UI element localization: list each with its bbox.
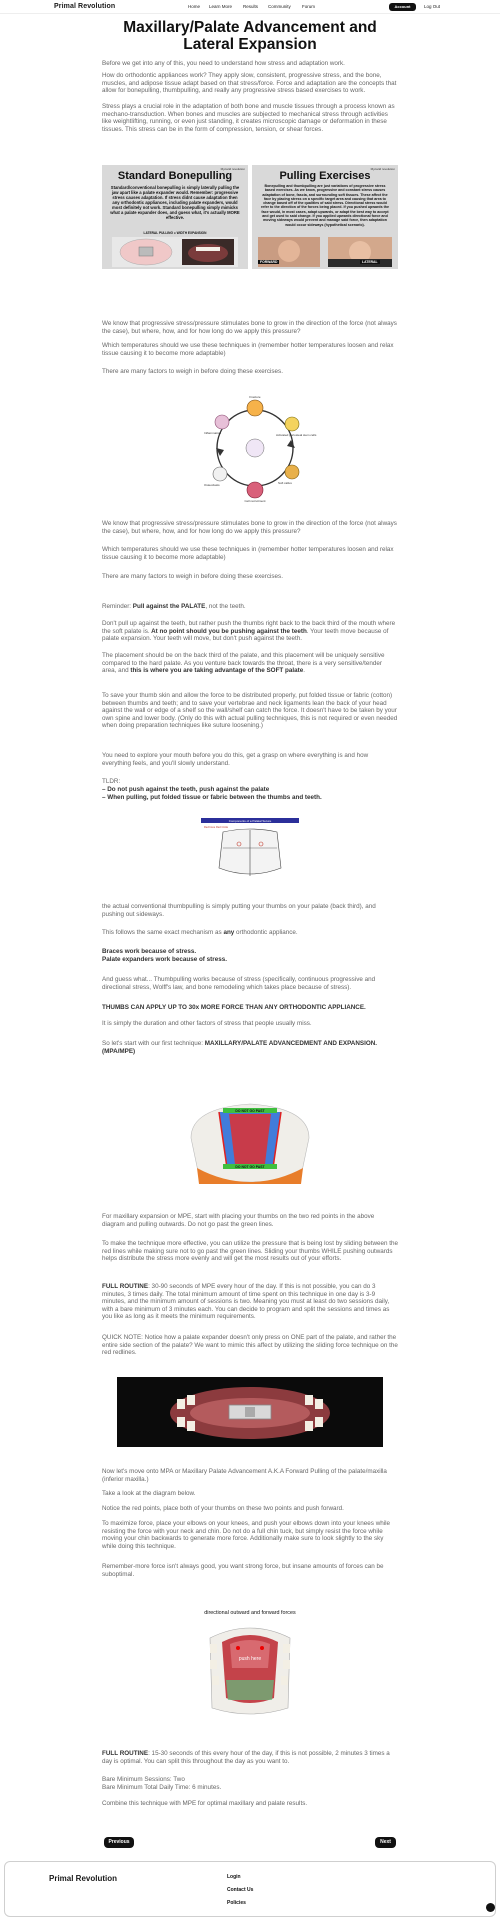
- intro-paragraph-2: How do orthodontic appliances work? They apply slow, consistent, progressive stress, and the bone, muscles, and adipose tissue adapt based on that stress/force. Force and adaptation are the concepts that allow for bonepulling, thumbpulling, and really any progressive stress based exercises to work.: [102, 72, 397, 95]
- diagram-title: Components of a Palatal Suture: [228, 819, 272, 823]
- previous-button[interactable]: Previous: [104, 1837, 134, 1848]
- next-button[interactable]: Next: [375, 1837, 396, 1848]
- card-title: Pulling Exercises: [279, 170, 371, 182]
- chat-widget-icon[interactable]: [486, 1903, 495, 1912]
- section-d-paragraph-5: THUMBS CAN APPLY UP TO 30x MORE FORCE THAN ANY ORTHODONTIC APPLIANCE.: [102, 1004, 366, 1011]
- section-f-paragraph-3: Notice the red points, place both of your thumbs on these two points and push forward.: [102, 1505, 344, 1512]
- section-b-paragraph-3: There are many factors to weigh in before doing these exercises.: [102, 573, 283, 580]
- section-e-paragraph-4: QUICK NOTE: Notice how a palate expander doesn't only press on ONE part of the palate, and rather the entire side section of the palate? We want to mimic this affect by utilizing the sliding force technique on the red redlines.: [102, 1334, 398, 1357]
- pulling-exercises-image: [252, 165, 398, 269]
- palate-expander-photo: [117, 1377, 383, 1447]
- section-d-paragraph-1: the actual conventional thumbpulling is simply putting your thumbs on your palate (back third), and pushing out sideways.: [102, 903, 376, 918]
- section-d-paragraph-6: It is simply the duration and other factors of stress that people usually miss.: [102, 1020, 312, 1027]
- section-f-paragraph-4: To maximize force, place your elbows on your knees, and push your elbows down into your knees while resisting the force with your neck and chin. Do not do a full chin tuck, but simply resist the force while moving your chin backwards to generate more force. Additionally make sure to look slightly to the sky while doing this technique.: [102, 1520, 391, 1550]
- palate-expander-photo: [112, 237, 238, 267]
- section-f-paragraph-1: Now let's move onto MPA or Maxillary Palate Advancement A.K.A Forward Pulling of the palate/maxilla (inferior maxilla.): [102, 1468, 387, 1483]
- footer-link-contact[interactable]: Contact Us: [227, 1887, 254, 1893]
- brand-logo[interactable]: Primal Revolution: [54, 3, 116, 10]
- card-body: Bonepulling and thumbpulling are just variations of progressive stress based exercises. As we know, progressive and constant stress causes adaptation of bone, fascia, and surrounding soft tissues. These affect the face by placing stress on a specific target area and causing that area to change based off of the qualities of said stress. Directional stress would refer to the direction of the forces being placed. If you pushed upwards the face would, in most cases, adapt upwards, or adapt the best way to accept and get used to said change. If you applied upwards directional force and moving sideways would prevent and manage said force, then adaptation would occur sideways (hypothetical scenario).: [261, 184, 389, 227]
- logout-link[interactable]: Log Out: [424, 4, 441, 9]
- tldr-heading: TLDR:: [102, 778, 121, 785]
- nav-learn-more[interactable]: Learn More: [209, 4, 233, 9]
- cycle-label: Cell recruitment: [244, 499, 266, 503]
- section-d-paragraph-2: This follows the same exact mechanism as any orthodontic appliance.: [102, 929, 298, 936]
- intro-paragraph-1: Before we get into any of this, you need to understand how stress and adaptation work.: [102, 60, 345, 67]
- section-e-paragraph-2: To make the technique more effective, you can utilize the pressure that is being lost by sliding between the red lines while making sure not to go past the green lines. Sliding your thumbs WHILE pushing outwards helps distribute the stress more evenly and will get the most results out of your efforts.: [102, 1240, 399, 1263]
- nav-results[interactable]: Results: [243, 4, 259, 9]
- section-a-paragraph-1: We know that progressive stress/pressure stimulates bone to grow in the direction of the force (not always the case), but where, how, and for how long do we apply this pressure?: [102, 320, 397, 335]
- mpe-bottom-label: DO NOT GO PAST: [235, 1165, 265, 1169]
- tldr-item: – When pulling, put folded tissue or fabric between the thumbs and teeth.: [102, 794, 322, 801]
- palatal-suture-diagram: [201, 818, 299, 882]
- intro-paragraph-3: Stress plays a crucial role in the adaptation of both bone and muscle tissues through a process known as mechano-transduction. When bones and muscles are subjected to mechanical stress through activities like weightlifting, running, or even just standing, it creates microscopic damage or deformation in these tissues. This stress can be in the form of compression, tension, or shear forces.: [102, 103, 395, 133]
- section-g-paragraph-1: FULL ROUTINE: 15-30 seconds of this every hour of the day, if this is not possible, 2 minutes 3 times a day is optimal. You can split this throughout the day as you want to.: [102, 1750, 390, 1765]
- section-c-paragraph-3: To save your thumb skin and allow the force to be distributed properly, put folded tissue or fabric (cotton) between thumbs and teeth; and to save your vertebrae and neck ligaments lean the back of your head against the wall or edge of a shelf so the wall/shelf can catch the force. It doesn't have to be taken by your own spine and lower body. (Only do this with actual pulling techniques, this is not required or even needed when doing preparation techniques like suture loosening.): [102, 692, 398, 730]
- section-d-paragraph-3: Braces work because of stress.: [102, 948, 197, 955]
- section-b-paragraph-2: Which temperatures should we use these techniques in (remember hotter temperatures loosen and relax tissue causing it to become more adaptable): [102, 546, 394, 561]
- cycle-node-label: Fracture: [249, 395, 261, 399]
- section-c-paragraph-1: Don't pull up against the teeth, but rather push the thumbs right back to the back third of the mouth where the soft palate is. At no point should you be pushing against the teeth. Your teeth move because of palate expansion. Your teeth will move, but don't push against the teeth.: [102, 620, 396, 643]
- card-tag: Mycarid revolution: [220, 167, 245, 171]
- footer-link-login[interactable]: Login: [227, 1874, 241, 1880]
- forward-label: FORWARD: [260, 260, 278, 264]
- cycle-node-label: Soft callus: [278, 481, 292, 485]
- footer-link-policies[interactable]: Policies: [227, 1900, 246, 1906]
- card-title: Standard Bonepulling: [117, 170, 233, 182]
- card-caption: LATERAL PULLING = WIDTH EXPANSION: [143, 231, 207, 235]
- footer: [4, 1861, 496, 1917]
- diagram-subtitle: Red bone Red Circle: [204, 826, 229, 829]
- section-f-paragraph-5: Remember-more force isn't always good, you want strong force, but insane amounts of forces can be suboptimal.: [102, 1563, 384, 1578]
- cycle-node-label: Inflammation: [204, 431, 222, 435]
- cycle-node-label: Activated periosteal stem cells: [276, 433, 317, 437]
- section-g-paragraph-2: Bare Minimum Sessions: Two: [102, 1776, 185, 1783]
- standard-bonepulling-image: [102, 165, 248, 269]
- section-a-paragraph-2: Which temperatures should we use these techniques in (remember hotter temperatures loosen and relax tissue causing it to become more adaptable): [102, 342, 394, 357]
- bone-healing-cycle-diagram: [200, 392, 317, 504]
- lateral-label: LATERAL: [362, 260, 378, 264]
- section-d-paragraph-4: And guess what... Thumbpulling works because of stress (specifically, continuous progressive and directional stress, Wolff's law, and bone remodeling which takes place because of stress).: [102, 976, 376, 991]
- nav-community[interactable]: Community: [268, 4, 291, 9]
- top-navbar: [0, 0, 500, 14]
- mpe-top-label: DO NOT GO PAST: [235, 1109, 265, 1113]
- section-e-paragraph-1: For maxillary expansion or MPE, start with placing your thumbs on the two red points in the above diagram and pulling outwards. Do not go past the green lines.: [102, 1213, 375, 1228]
- section-a-paragraph-3: There are many factors to weigh in before doing these exercises.: [102, 368, 283, 375]
- tldr-item: – Do not push against the teeth, push against the palate: [102, 786, 270, 793]
- section-g-paragraph-4: Combine this technique with MPE for optimal maxillary and palate results.: [102, 1800, 308, 1807]
- nav-home[interactable]: Home: [188, 4, 201, 9]
- page-title: Maxillary/Palate Advancement and Lateral Expansion: [123, 19, 377, 53]
- section-b-paragraph-1: We know that progressive stress/pressure stimulates bone to grow in the direction of the force (not always the case), but where, how, and for how long do we apply this pressure?: [102, 520, 397, 535]
- cycle-node-label: Osteoclasts: [204, 483, 220, 487]
- section-d-paragraph-7: So let's start with our first technique: MAXILLARY/PALATE ADVANCEDMENT AND EXPANSION. (MPA/MPE): [102, 1040, 378, 1055]
- section-d-paragraph-3b: Palate expanders work because of stress.: [102, 956, 227, 963]
- mpa-palate-diagram: [192, 1608, 308, 1724]
- section-g-paragraph-3: Bare Minimum Total Daily Time: 6 minutes.: [102, 1784, 222, 1791]
- section-f-paragraph-2: Take a look at the diagram below.: [102, 1490, 196, 1497]
- section-c-paragraph-4: You need to explore your mouth before you do this, get a grasp on where everything is and how everything feels, and you'll slowly understand.: [102, 752, 369, 767]
- section-e-paragraph-3: FULL ROUTINE: 30-90 seconds of MPE every hour of the day. If this is not possible, you can do 3 minutes, 3 times daily. The total minimum amount of time spent on this technique in one day is 3-9 minutes, and the minimum amount of sessions is two. Meaning you must at least do two sessions daily, with a bare minimum of 3 minutes each. You can decide to program and split the sessions and times as you like as long as it meets the minimum requirements.: [102, 1283, 390, 1321]
- section-c-paragraph-2: The placement should be on the back third of the palate, and this placement will be uniquely sensitive compared to the hard palate. As you venture back towards the throat, there is a very sensitive/tender area, and this is where you are taking advantage of the SOFT palate.: [102, 652, 385, 675]
- reminder-text: Reminder: Pull against the PALATE, not the teeth.: [102, 603, 246, 610]
- nav-forum[interactable]: Forum: [302, 4, 316, 9]
- mpe-palate-diagram: [183, 1098, 317, 1184]
- account-button[interactable]: Account: [389, 3, 416, 11]
- card-tag: Mycarid revolution: [370, 167, 395, 171]
- mpa-diagram-title: directional outward and forward forces: [204, 1610, 296, 1616]
- push-here-label: push here: [238, 1656, 262, 1662]
- footer-brand[interactable]: Primal Revolution: [49, 1874, 118, 1883]
- card-body: Standard/conventional bonepulling is simply laterally pulling the jaw apart like a palate expander would. Remember: progressive stress causes adaptation. If stress didnt cause adaptation then any orthodontic appliances, including palate expanders, would most definitely not work. Standard bonepulling simply mimicks what a palate expander does, and guess what, it's actually MORE effective.: [110, 185, 240, 220]
